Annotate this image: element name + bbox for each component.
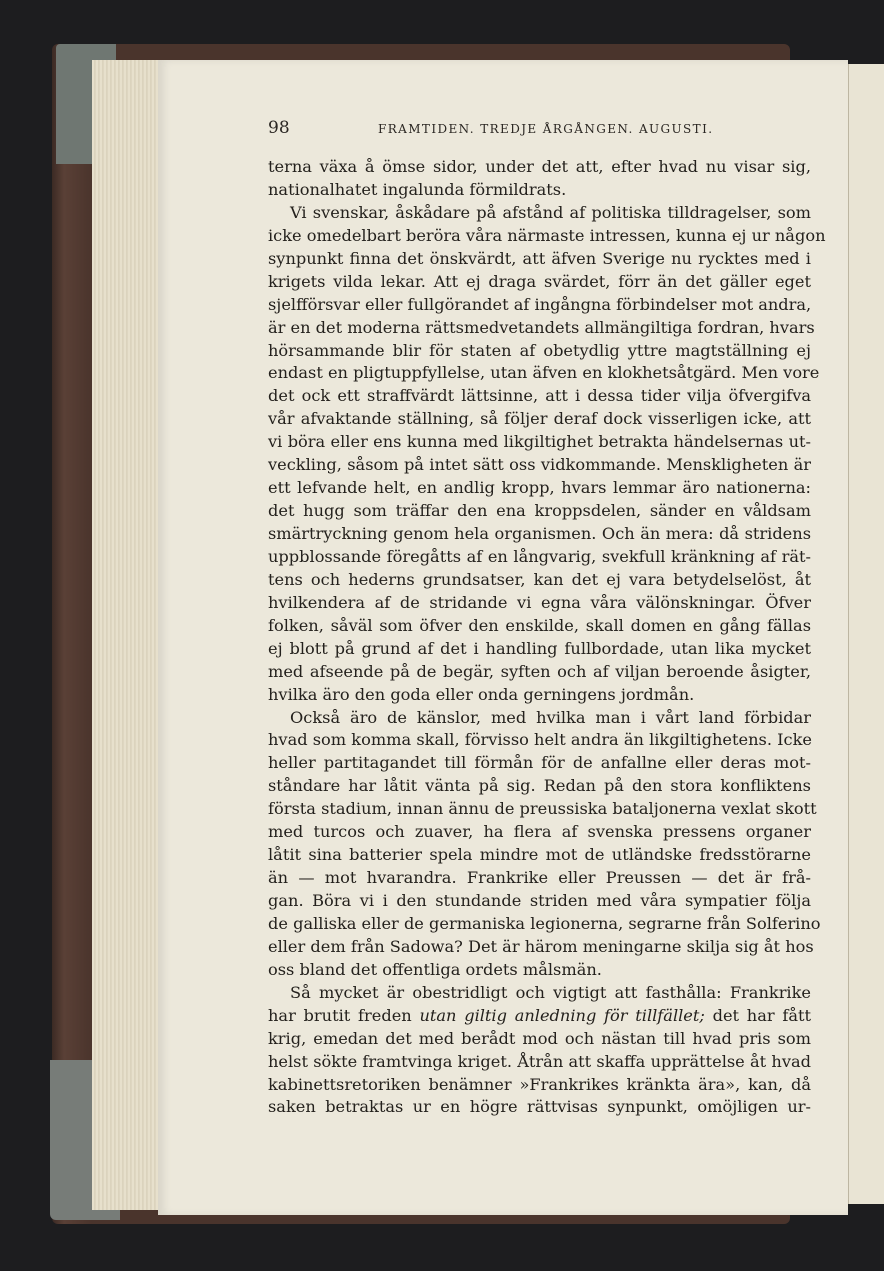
text-line-segment: det har fått (704, 1005, 811, 1025)
text-line: eller dem från Sadowa? Det är härom meningarne skilja sig åt hos (268, 936, 814, 956)
text-line: de galliska eller de germaniska legionerna, segrarne från Solferino (268, 913, 821, 933)
text-line: hörsammande blir för staten af obetydlig yttre magtställning ej (268, 340, 811, 360)
text-line: ett lefvande helt, en andlig kropp, hvars lemmar äro nationerna: (268, 478, 811, 498)
text-line: uppblossande föregåtts af en långvarig, svekfull kränkning af rät- (268, 546, 811, 566)
text-line-segment: har brutit freden (268, 1005, 420, 1025)
text-line: nationalhatet ingalunda förmildrats. (268, 179, 567, 199)
text-line (268, 1005, 811, 1028)
text-line: vi böra eller ens kunna med likgiltighet betrakta händelsernas ut- (268, 432, 811, 452)
text-line: det hugg som träffar den ena kroppsdelen, sänder en våldsam (268, 501, 811, 521)
text-line: oss bland det offentliga ordets målsmän. (268, 959, 602, 979)
page-header (268, 118, 714, 140)
text-line: krigets vilda lekar. Att ej draga svärdet, förr än det gäller eget (268, 271, 811, 291)
text-line: heller partitagandet till förmån för de anfallne eller deras mot- (268, 753, 811, 773)
text-line: veckling, såsom på intet sätt oss vidkommande. Menskligheten är (268, 455, 811, 475)
text-line: ståndare har låtit vänta på sig. Redan på den stora konfliktens (268, 776, 811, 796)
text-line: ej blott på grund af det i handling fullbordade, utan lika mycket (268, 638, 811, 658)
text-line: folken, såväl som öfver den enskilde, skall domen en gång fällas (268, 615, 811, 635)
text-line: är en det moderna rättsmedvetandets allmängiltiga fordran, hvars (268, 317, 815, 337)
text-line: Också äro de känslor, med hvilka man i vårt land förbidar (290, 707, 811, 727)
text-line: synpunkt finna det önskvärdt, att äfven Sverige nu rycktes med i (268, 248, 811, 268)
text-line-segment: Så mycket är obestridligt och vigtigt att fasthålla: Frankrike (290, 982, 811, 1002)
text-line: helst sökte framtvinga kriget. Åtrån att skaffa upprättelse åt hvad (268, 1051, 811, 1071)
text-line: gan. Böra vi i den stundande striden med våra sympatier följa (268, 891, 811, 910)
text-line: icke omedelbart beröra våra närmaste intressen, kunna ej ur någon (268, 225, 826, 245)
text-line: med turcos och zuaver, ha flera af svenska pressens organer (268, 822, 811, 842)
text-line: vår afvaktande ställning, så följer deraf dock visserligen icke, att (268, 409, 811, 429)
text-line: terna växa å ömse sidor, under det att, efter hvad nu visar sig, (268, 157, 811, 176)
facing-page-edge (848, 64, 884, 1204)
book-page (158, 60, 848, 1215)
italic-emphasis: utan giltig anledning för tillfället; (419, 1005, 705, 1025)
text-line: smärtryckning genom hela organismen. Och än mera: då stridens (268, 524, 811, 543)
text-line: endast en pligtuppfyllelse, utan äfven en klokhetsåtgärd. Men vore (268, 363, 820, 383)
text-line: saken betraktas ur en högre rättvisas synpunkt, omöjligen ur- (268, 1097, 811, 1117)
text-line: Vi svenskar, åskådare på afstånd af politiska tilldragelser, som (290, 202, 811, 222)
page-number: 98 (268, 118, 290, 138)
text-line: första stadium, innan ännu de preussiska bataljonerna vexlat skott (268, 799, 817, 819)
running-head: FRAMTIDEN. TREDJE ÅRGÅNGEN. AUGUSTI. (378, 122, 714, 136)
text-line: hvilkendera af de stridande vi egna våra välönskningar. Öfver (268, 592, 811, 612)
text-line: det ock ett straffvärdt lättsinne, att i dessa tider vilja öfvergifva (268, 386, 811, 406)
body-text (268, 156, 826, 1119)
text-line: krig, emedan det med berådt mod och nästan till hvad pris som (268, 1028, 811, 1048)
text-line: än — mot hvarandra. Frankrike eller Preussen — det är frå- (268, 868, 811, 888)
text-line: med afseende på de begär, syften och af viljan beroende åsigter, (268, 661, 811, 681)
page-edges (92, 60, 162, 1210)
text-line: sjelfförsvar eller fullgörandet af ingångna förbindelser mot andra, (268, 294, 812, 314)
text-line: tens och hederns grundsatser, kan det ej vara betydelselöst, åt (268, 569, 811, 589)
text-line: låtit sina batterier spela mindre mot de utländske fredsstörarne (268, 845, 811, 865)
text-line (268, 982, 811, 1005)
text-line: kabinettsretoriken benämner »Frankrikes kränkta ära», kan, då (268, 1074, 811, 1094)
text-line: hvad som komma skall, förvisso helt andra än likgiltighetens. Icke (268, 730, 812, 750)
text-line: hvilka äro den goda eller onda gerningens jordmån. (268, 684, 695, 704)
